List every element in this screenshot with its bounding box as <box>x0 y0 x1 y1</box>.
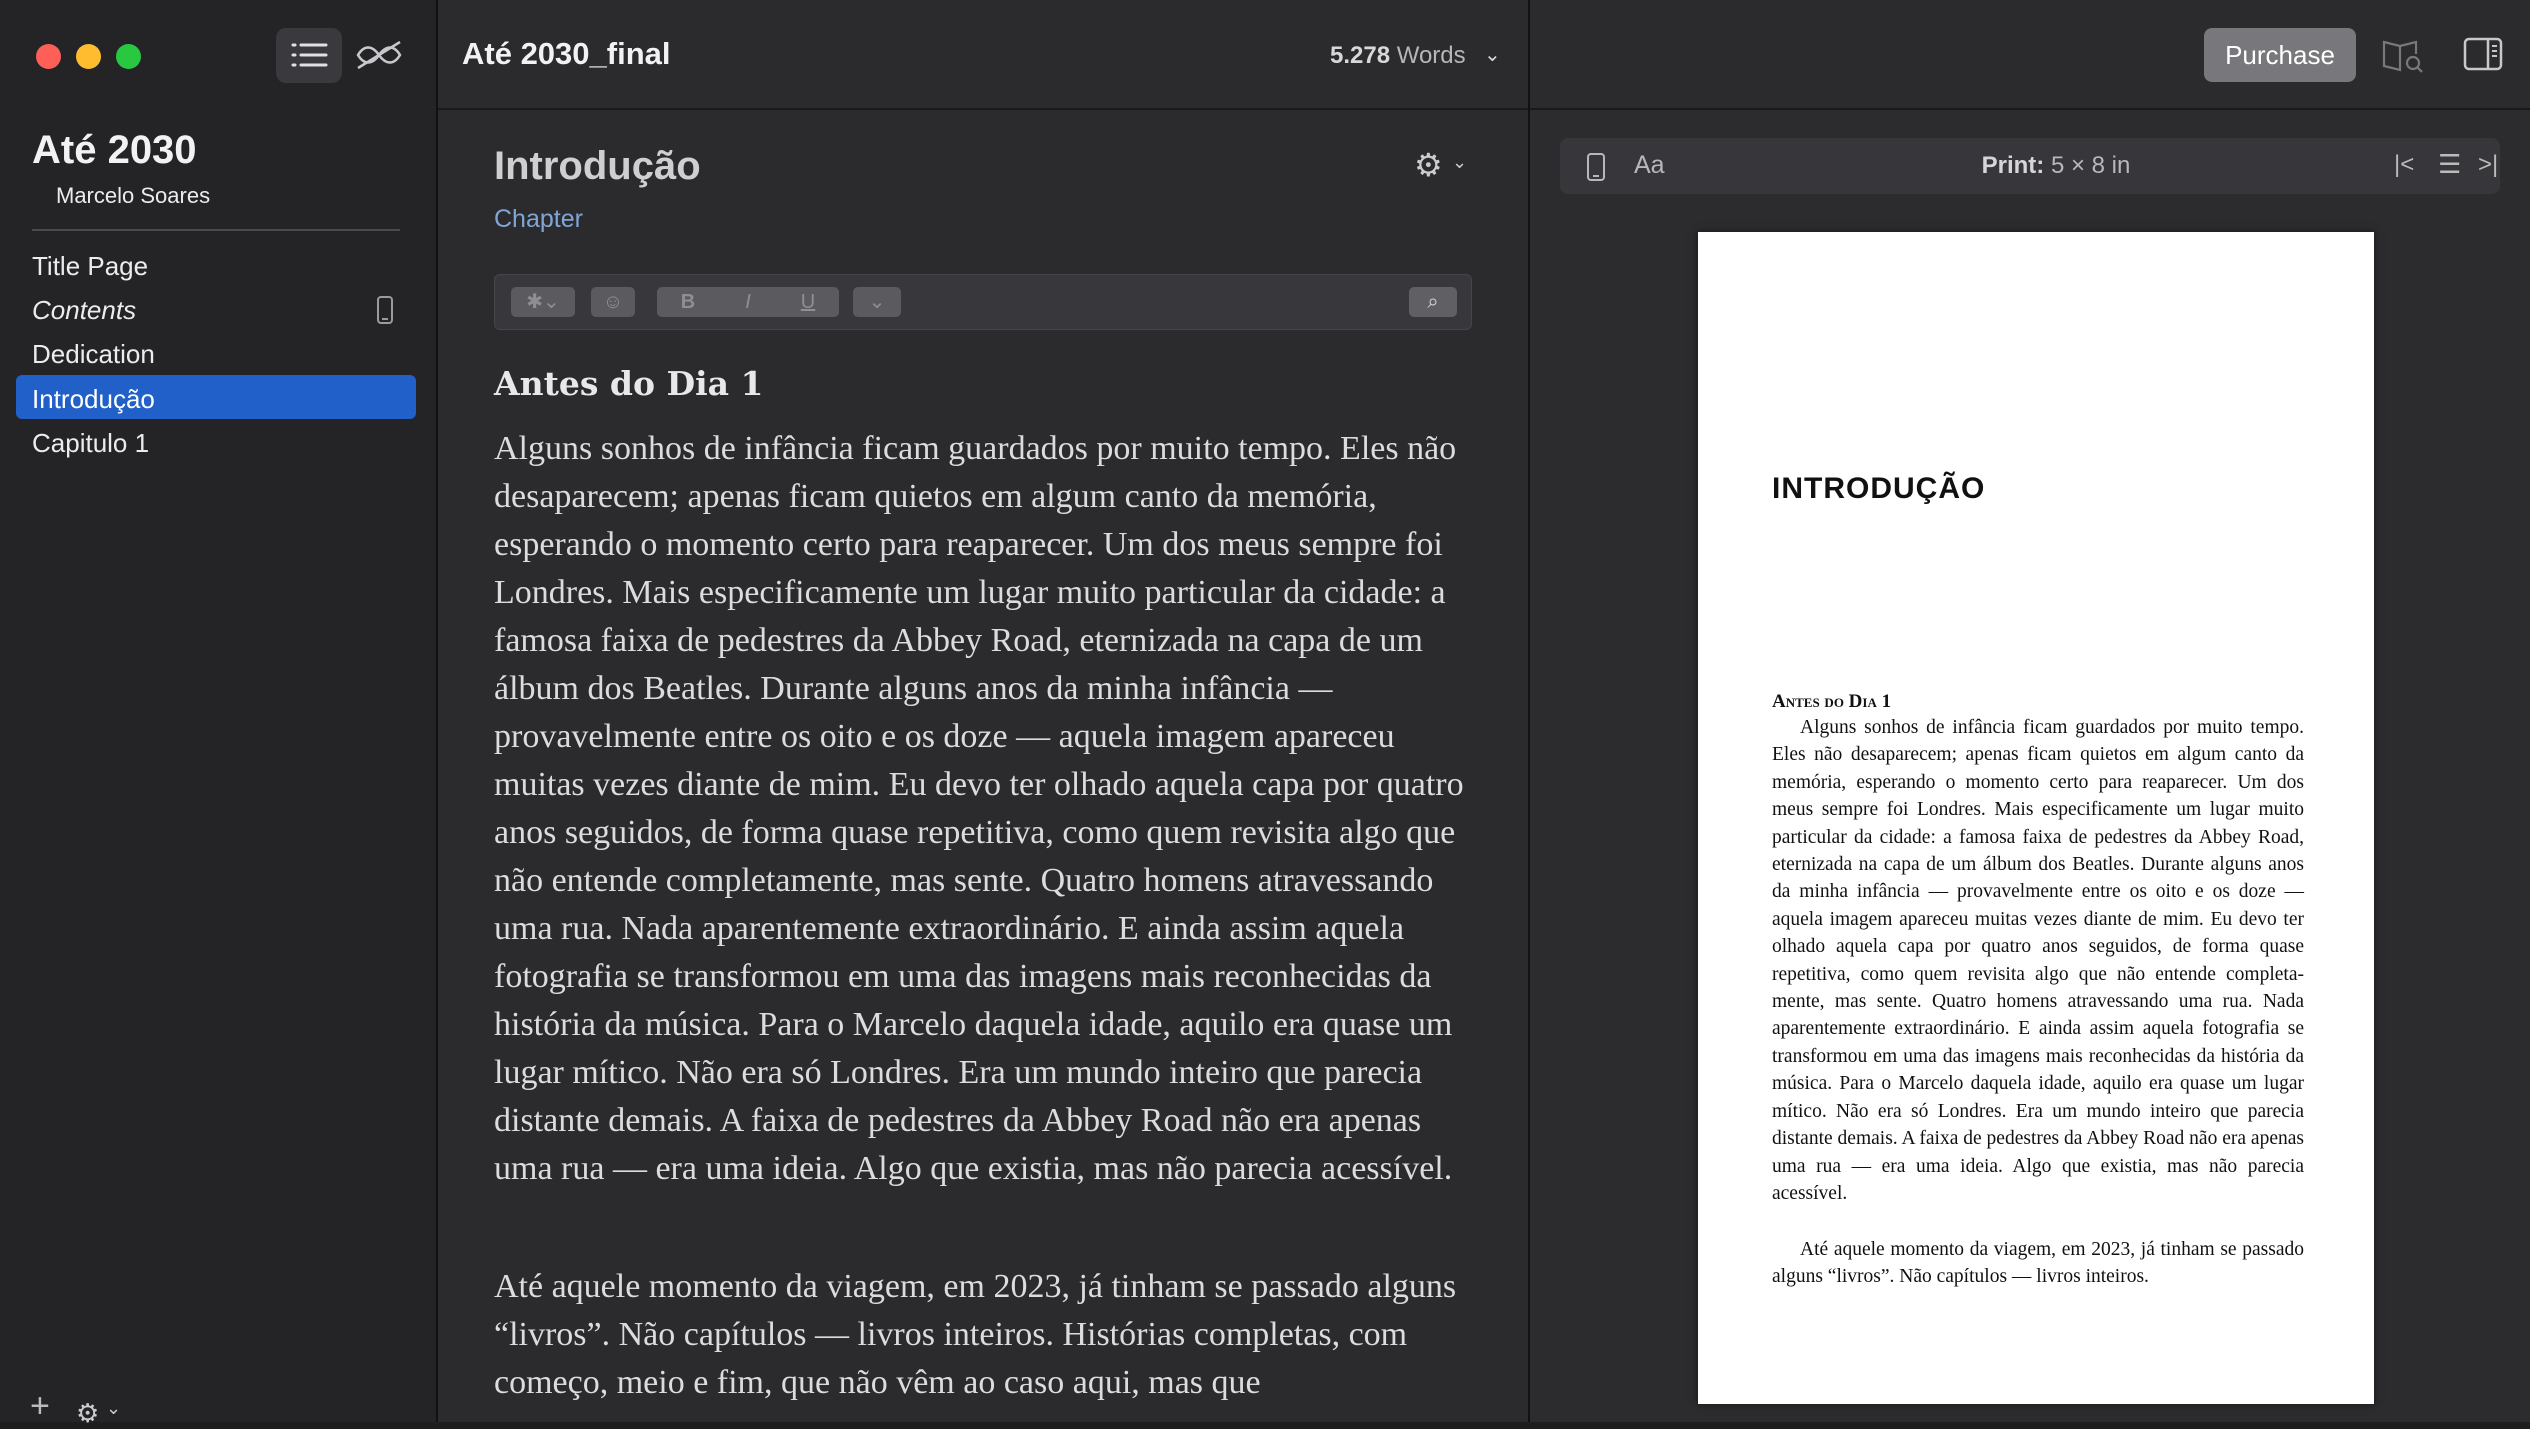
window-maximize-button[interactable] <box>116 44 141 69</box>
search-button[interactable]: ⌕ <box>1409 287 1457 317</box>
gear-icon[interactable]: ⚙ <box>1414 147 1443 183</box>
print-label: Print: <box>1981 152 2045 179</box>
editor-paragraph[interactable]: Alguns sonhos de infância ficam guardados por muito tempo. Eles não desaparecem; apenas ficam quietos em algum canto da memória, esperando o momento certo para reaparecer. Um dos meus sempre foi Londres. Mais especificamente um lugar muito particular da cidade: a famosa faixa de pedestres da Abbey Road, eternizada na capa de um álbum dos Beatles. Durante alguns anos da minha infância — provavelmente entre os oito e os doze — aquela imagem apareceu muitas vezes diante de mim. Eu devo ter olhado aquela capa por quatro anos seguidos, de forma quase repetitiva, como quem revisita algo que não entende completamente, mas sente. Quatro homens atravessando uma rua. Nada aparentemente extraordinário. E ainda assim aquela fotografia se transformou em uma das imagens mais reconhecidas da história da música. Para o Marcelo daquela idade, aquilo era quase um lugar mítico. Não era só Londres. Era um mundo inteiro que parecia distante demais. A faixa de pedestres da Abbey Road não era apenas uma rua — era uma ideia. Algo que existia, mas não parecia acessível. <box>494 430 1464 1187</box>
editor-pane <box>438 0 1530 1422</box>
print-size-selector[interactable] <box>1806 152 2306 180</box>
page-paragraph: Alguns sonhos de infância ficam guardados por muito tempo. Eles não desaparecem; apenas ficam quietos em algum canto da memória, esperando o momento certo para reaparecer. Um dos meus sempre foi Londres. Mais especificamente um lugar muito particular da cidade: a famosa faixa de pedestres da Abbey Road, eternizada na capa de um álbum dos Beatles. Durante alguns anos da minha infância — provavelmente entre os oito e os doze — aquela imagem apareceu muitas vezes diante de mim. Eu devo ter olhado aquela capa por quatro anos seguidos, de forma quase repetitiva, como quem revisita algo que não entende completamente, mas sente. Quatro homens atravessando uma rua. Nada aparentemente extraordinário. E ainda assim aquela fotografia se transformou em uma das imagens mais reconhecidas da história da música. Para o Marcelo daquela idade, aquilo era quase um lugar mítico. Não era só Londres. Era um mundo inteiro que parecia distante demais. A faixa de pedestres da Abbey Road não era apenas uma rua — era uma ideia. Algo que existia, mas não parecia acessível. <box>1772 717 2304 1204</box>
style-button[interactable]: ✱⌄ <box>511 287 575 317</box>
book-author: Marcelo Soares <box>56 183 211 208</box>
sidebar-divider <box>32 229 400 231</box>
device-icon <box>376 295 394 330</box>
infinity-icon <box>352 28 406 83</box>
device-icon[interactable] <box>1586 152 1606 187</box>
underline-button[interactable]: U <box>800 291 816 313</box>
word-count-value: 5.278 <box>1330 42 1391 69</box>
outline-view-button[interactable] <box>276 28 342 83</box>
sidebar-item-label: Dedication <box>32 339 155 369</box>
preview-controls <box>1560 138 2500 194</box>
sidebar <box>0 0 438 1428</box>
bold-button[interactable]: B <box>680 291 696 313</box>
font-settings-button[interactable]: Aa <box>1634 151 1665 179</box>
last-page-icon[interactable]: >| <box>2478 151 2499 178</box>
sidebar-item-dedication[interactable] <box>16 330 416 374</box>
page-section-heading: Antes do Dia 1 <box>1772 691 1892 712</box>
editor-paragraph[interactable]: Até aquele momento da viagem, em 2023, já tinham se passado alguns “livros”. Não capítulos — livros inteiros. Histórias completas, com começo, meio e fim, que não vêm ao caso aqui, mas que <box>494 1268 1457 1401</box>
sidebar-toggle-icon[interactable] <box>2462 36 2504 77</box>
book-title: Até 2030 <box>32 128 197 172</box>
editor-topbar <box>438 0 1528 110</box>
flow-view-button[interactable] <box>352 28 406 83</box>
window-minimize-button[interactable] <box>76 44 101 69</box>
preview-pane <box>1530 0 2530 1422</box>
sidebar-item-capitulo-1[interactable] <box>16 419 416 463</box>
sidebar-item-label: Contents <box>32 295 137 325</box>
book-search-icon[interactable] <box>2380 36 2424 79</box>
window-close-button[interactable] <box>36 44 61 69</box>
chevron-down-icon[interactable]: ⌄ <box>1484 44 1501 66</box>
word-count-label: Words <box>1396 42 1466 69</box>
sidebar-item-title-page[interactable] <box>16 242 416 286</box>
format-toolbar <box>494 274 1472 330</box>
text-format-group <box>657 287 839 317</box>
section-heading[interactable]: Antes do Dia 1 <box>494 364 764 403</box>
more-options-button[interactable]: ⌄ <box>853 287 901 317</box>
chapter-title[interactable]: Introdução <box>494 144 701 188</box>
preview-topbar <box>1530 0 2530 110</box>
purchase-button[interactable]: Purchase <box>2204 28 2356 82</box>
chevron-down-icon[interactable]: ⌄ <box>106 1398 122 1418</box>
page-chapter-title: INTRODUÇÃO <box>1772 472 1986 505</box>
emoji-button[interactable]: ☺ <box>591 287 635 317</box>
chevron-down-icon[interactable]: ⌄ <box>1452 152 1468 172</box>
sidebar-item-label: Capitulo 1 <box>32 428 150 458</box>
sidebar-item-introducao[interactable] <box>16 375 416 419</box>
list-icon <box>276 28 342 83</box>
word-count[interactable] <box>1330 42 1466 70</box>
sidebar-item-label: Title Page <box>32 251 149 281</box>
sidebar-item-label: Introdução <box>32 384 155 414</box>
italic-button[interactable]: I <box>745 291 751 313</box>
document-title: Até 2030_final <box>462 36 671 71</box>
list-icon[interactable]: ☰ <box>2438 149 2462 179</box>
sidebar-item-contents[interactable] <box>16 286 416 330</box>
gear-icon[interactable]: ⚙ <box>76 1398 100 1428</box>
print-preview-page <box>1698 232 2374 1404</box>
first-page-icon[interactable]: |< <box>2394 151 2415 178</box>
page-paragraph: Até aquele momento da viagem, em 2023, já tinham se passado alguns “livros”. Não capítulos — livros inteiros. <box>1772 1239 2304 1288</box>
chapter-type-link[interactable]: Chapter <box>494 205 583 233</box>
add-icon[interactable]: + <box>30 1387 50 1425</box>
print-size: 5 × 8 in <box>2050 152 2131 179</box>
